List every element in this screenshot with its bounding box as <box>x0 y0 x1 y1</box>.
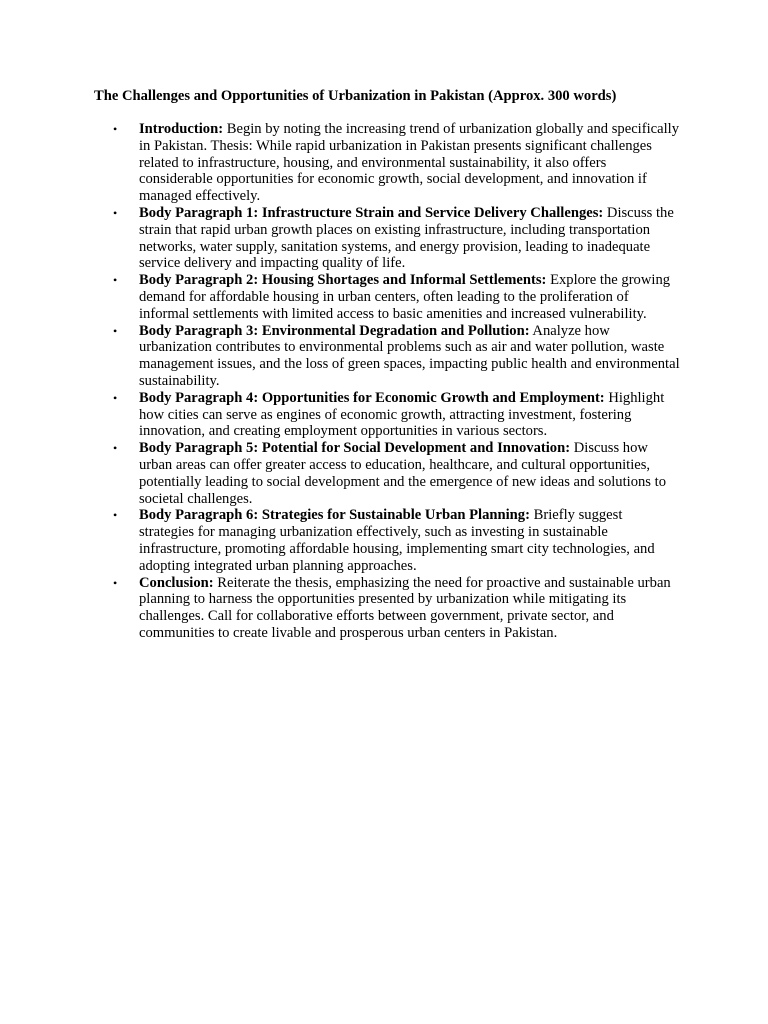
document-title: The Challenges and Opportunities of Urbanization in Pakistan (Approx. 300 words) <box>94 88 617 104</box>
outline-list <box>100 121 680 642</box>
item-heading: Body Paragraph 2: Housing Shortages and Informal Settlements: <box>139 272 547 289</box>
item-heading: Body Paragraph 1: Infrastructure Strain and Service Delivery Challenges: <box>139 204 604 221</box>
item-body: Begin by noting the increasing trend of urbanization globally and specifically in Pakistan. Thesis: While rapid urbanization in Pakistan presents significant challenges related to infrastructure, housing, and environmental sustainability, it also offers considerable opportunities for economic growth, social development, and innovation if managed effectively. <box>139 121 680 205</box>
item-text <box>139 205 680 272</box>
outline-item-conclusion <box>100 575 680 642</box>
outline-item-body-paragraph-1 <box>100 205 680 272</box>
item-body: Discuss the strain that rapid urban growth places on existing infrastructure, including transportation networks, water supply, sanitation systems, and energy provision, leading to inadequate service delivery and impacting quality of life. <box>139 204 674 272</box>
item-heading: Body Paragraph 5: Potential for Social Development and Innovation: <box>139 440 571 457</box>
item-heading: Introduction: <box>139 121 224 137</box>
item-heading: Body Paragraph 3: Environmental Degradation and Pollution: <box>139 322 530 339</box>
item-text <box>139 323 680 390</box>
bullet-icon: • <box>113 122 118 136</box>
bullet-icon: • <box>113 441 118 456</box>
bullet-icon: • <box>113 205 118 220</box>
outline-item-body-paragraph-3 <box>100 323 680 390</box>
item-text <box>139 440 680 507</box>
outline-item-introduction <box>100 121 680 205</box>
bullet-icon: • <box>113 575 118 590</box>
bullet-icon: • <box>113 508 118 523</box>
outline-item-body-paragraph-5 <box>100 440 680 507</box>
item-body: Reiterate the thesis, emphasizing the need for proactive and sustainable urban planning to harness the opportunities presented by urbanization while mitigating its challenges. Call for collaborative efforts between government, private sector, and communities to create livable and prosperous urban centers in Pakistan. <box>139 574 671 641</box>
item-text <box>139 575 680 642</box>
item-body: Briefly suggest strategies for managing urbanization effectively, such as investing in sustainable infrastructure, promoting affordable housing, implementing smart city technologies, and adopting integrated urban planning approaches. <box>139 507 655 574</box>
outline-item-body-paragraph-4 <box>100 390 680 440</box>
item-body: Highlight how cities can serve as engines of economic growth, attracting investment, fostering innovation, and creating employment opportunities in various sectors. <box>139 389 665 440</box>
item-body: Analyze how urbanization contributes to environmental problems such as air and water pollution, waste management issues, and the loss of green spaces, impacting public health and environmental sustainability. <box>139 322 680 389</box>
item-heading: Body Paragraph 4: Opportunities for Economic Growth and Employment: <box>139 389 605 406</box>
bullet-icon: • <box>113 273 118 288</box>
item-body: Explore the growing demand for affordable housing in urban centers, often leading to the proliferation of informal settlements with limited access to basic amenities and increased vulnerability. <box>139 272 671 322</box>
bullet-icon: • <box>113 323 118 338</box>
item-text <box>139 121 680 205</box>
item-body: Discuss how urban areas can offer greater access to education, healthcare, and cultural opportunities, potentially leading to social development and the emergence of new ideas and solutions to societal challenges. <box>139 440 666 507</box>
item-heading: Conclusion: <box>139 574 214 591</box>
item-heading: Body Paragraph 6: Strategies for Sustainable Urban Planning: <box>139 507 530 524</box>
item-text <box>139 390 680 440</box>
bullet-icon: • <box>113 390 118 405</box>
outline-item-body-paragraph-2 <box>100 272 680 322</box>
item-text <box>139 507 680 574</box>
item-text <box>139 272 680 322</box>
outline-item-body-paragraph-6 <box>100 507 680 574</box>
